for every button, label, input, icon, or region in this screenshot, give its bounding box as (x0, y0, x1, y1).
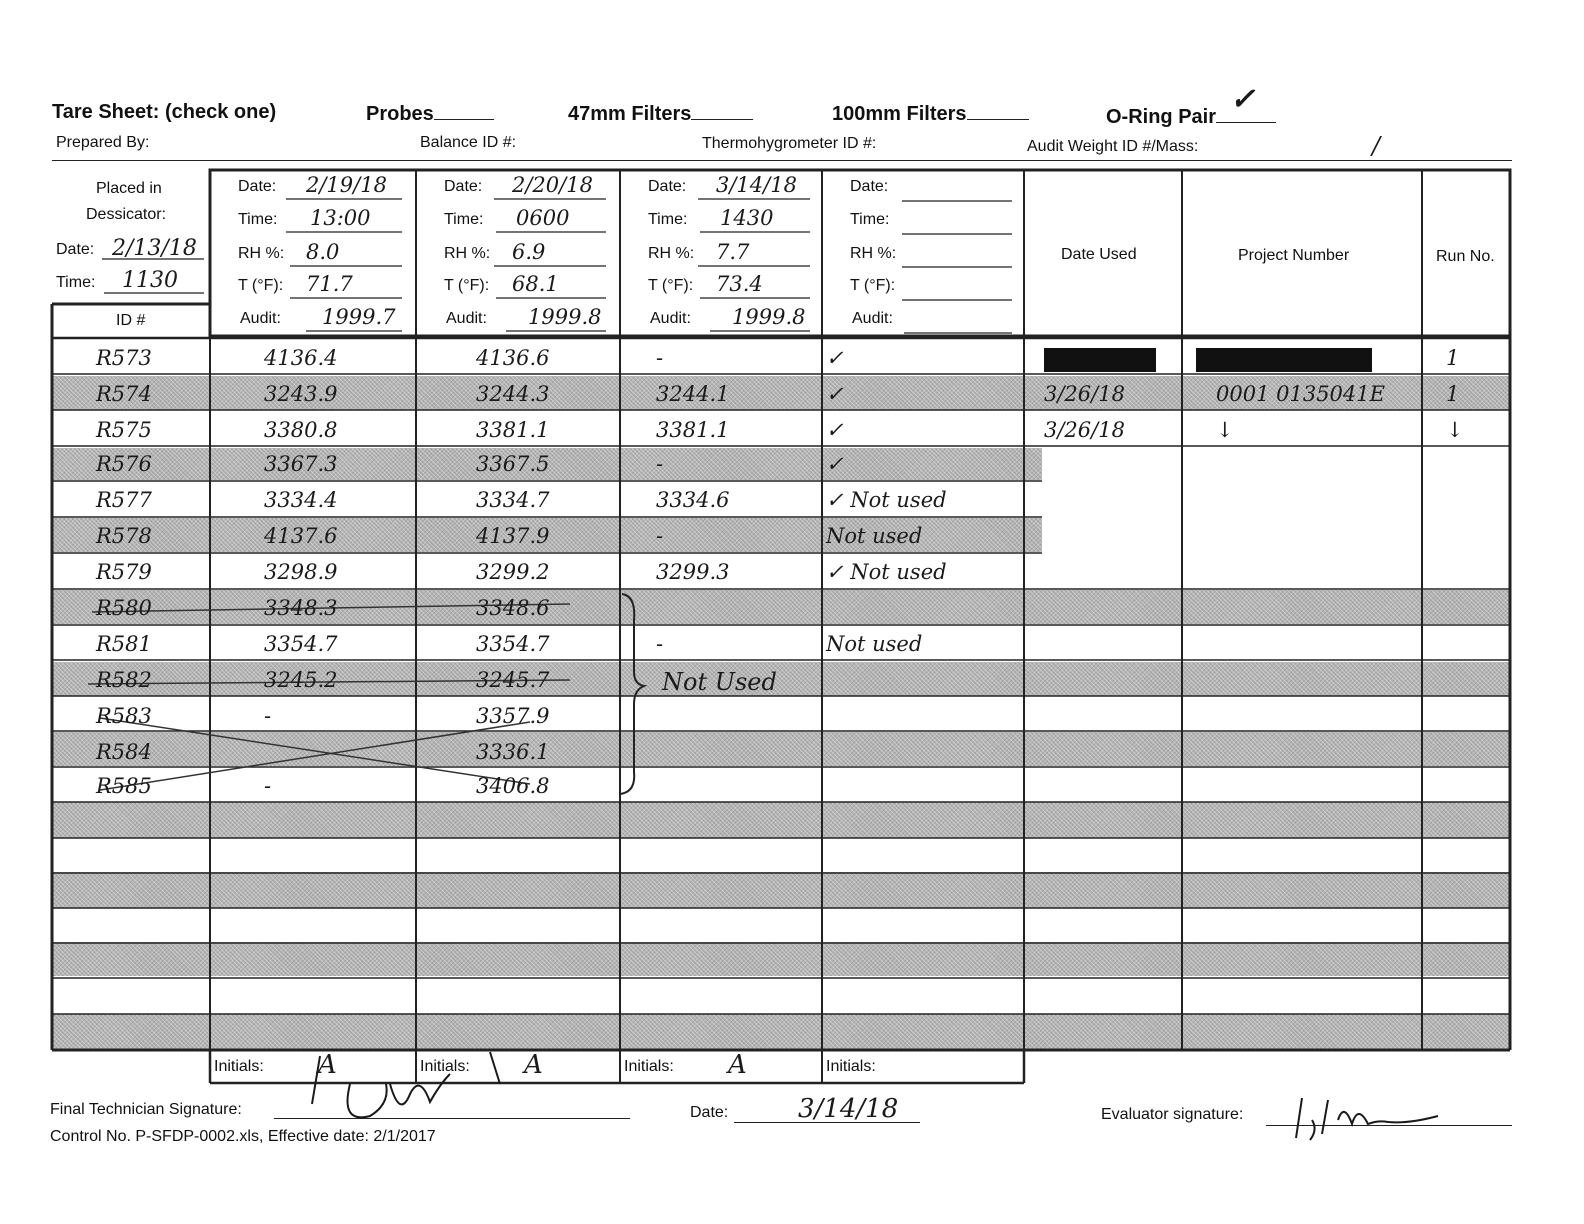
weighing-3-mass: 3299.3 (656, 560, 730, 584)
weighing-1-mass: - (264, 774, 272, 798)
row-id: R573 (96, 346, 152, 370)
weighing-1-temp-value: 71.7 (306, 272, 353, 296)
weighing-2-initials-value: A (524, 1050, 543, 1080)
row-id: R575 (96, 418, 152, 442)
weighing-1-temp-label: T (°F): (238, 277, 284, 294)
weighing-4-initials-label: Initials: (826, 1058, 876, 1075)
placed-in-label: Placed in (96, 180, 162, 197)
weighing-3-mass: Not Used (662, 668, 777, 696)
desiccator-time-value: 1130 (122, 268, 178, 293)
weighing-4-mass: ✓ Not used (826, 560, 947, 584)
weighing-4-mass: Not used (826, 632, 923, 656)
run-no-header: Run No. (1436, 248, 1495, 265)
weighing-3-audit-label: Audit: (650, 310, 691, 327)
weighing-4-temp-label: T (°F): (850, 277, 896, 294)
date-used-header: Date Used (1061, 246, 1137, 263)
row-id: R582 (96, 668, 152, 692)
weighing-4-mass: Not used (826, 524, 923, 548)
audit-weight-value: / (1372, 132, 1381, 160)
weighing-1-mass: 4136.4 (264, 346, 338, 370)
row-id: R577 (96, 488, 152, 512)
weighing-2-time-value: 0600 (516, 206, 570, 230)
row-id: R583 (96, 704, 152, 728)
weighing-2-mass: 4136.6 (476, 346, 550, 370)
weighing-4-mass: ✓ (826, 382, 844, 406)
project-number-header: Project Number (1238, 247, 1350, 264)
weighing-3-rh-label: RH %: (648, 245, 695, 262)
weighing-3-date-value: 3/14/18 (716, 173, 797, 197)
run-number: 1 (1446, 346, 1460, 370)
weighing-3-time-label: Time: (648, 211, 688, 228)
weighing-3-initials-value: A (728, 1050, 747, 1080)
desiccator-date-value: 2/13/18 (112, 236, 197, 261)
weighing-2-mass: 3406.8 (476, 774, 550, 798)
weighing-1-mass: 3354.7 (264, 632, 338, 656)
weighing-3-audit-value: 1999.8 (732, 305, 806, 329)
evaluator-signature-label: Evaluator signature: (1101, 1106, 1244, 1123)
weighing-2-mass: 3336.1 (476, 740, 550, 764)
desiccator-date-label: Date: (56, 241, 95, 258)
weighing-3-mass: - (656, 346, 664, 370)
weighing-2-mass: 3348.6 (476, 596, 550, 620)
weighing-3-initials-label: Initials: (624, 1058, 674, 1075)
row-id: R584 (96, 740, 152, 764)
weighing-4-mass: ✓ Not used (826, 488, 947, 512)
weighing-1-mass: 3334.4 (264, 488, 338, 512)
weighing-2-rh-value: 6.9 (512, 240, 546, 264)
weighing-1-mass: 3380.8 (264, 418, 338, 442)
date-used: 3/26/18 (1044, 418, 1125, 442)
prepared-by-label: Prepared By: (56, 134, 150, 151)
weighing-3-temp-value: 73.4 (716, 272, 763, 296)
balance-id-label: Balance ID #: (420, 134, 517, 151)
weighing-2-date-label: Date: (444, 178, 483, 195)
weighing-1-date-value: 2/19/18 (306, 173, 387, 197)
oring-checkmark: ✓ (1230, 82, 1256, 117)
row-id: R581 (96, 632, 152, 656)
run-number: ↓ (1446, 418, 1464, 442)
audit-weight-label: Audit Weight ID #/Mass: (1027, 138, 1199, 155)
weighing-2-temp-value: 68.1 (512, 272, 559, 296)
desiccator-label: Dessicator: (86, 206, 167, 223)
weighing-1-time-value: 13:00 (310, 206, 371, 230)
weighing-2-mass: 4137.9 (476, 524, 550, 548)
weighing-3-mass: 3244.1 (656, 382, 730, 406)
weighing-2-audit-label: Audit: (446, 310, 487, 327)
oring-label: O-Ring Pair (1106, 106, 1217, 128)
weighing-1-initials-value: A (318, 1050, 337, 1080)
weighing-2-mass: 3244.3 (476, 382, 550, 406)
weighing-4-mass: ✓ (826, 418, 844, 442)
weighing-4-mass: ✓ (826, 346, 844, 370)
weighing-1-audit-label: Audit: (240, 310, 281, 327)
weighing-1-mass: 4137.6 (264, 524, 338, 548)
row-id: R576 (96, 452, 152, 476)
weighing-1-time-label: Time: (238, 211, 278, 228)
weighing-4-date-label: Date: (850, 178, 889, 195)
probes-label: Probes (366, 103, 434, 125)
filters47-label: 47mm Filters (568, 103, 692, 125)
evaluator-signature (1288, 1090, 1458, 1150)
weighing-1-mass: 3348.3 (264, 596, 338, 620)
weighing-2-mass: 3367.5 (476, 452, 550, 476)
weighing-2-mass: 3354.7 (476, 632, 550, 656)
weighing-2-mass: 3334.7 (476, 488, 550, 512)
weighing-1-mass: 3298.9 (264, 560, 338, 584)
technician-signature (290, 1044, 530, 1134)
weighing-1-date-label: Date: (238, 178, 277, 195)
weighing-3-date-label: Date: (648, 178, 687, 195)
weighing-3-mass: - (656, 632, 664, 656)
weighing-4-mass: ✓ (826, 452, 844, 476)
weighing-3-mass: - (656, 452, 664, 476)
project-number: 0001 0135041E (1216, 382, 1385, 406)
weighing-4-rh-label: RH %: (850, 245, 897, 262)
weighing-2-temp-label: T (°F): (444, 277, 490, 294)
footer-date-label: Date: (690, 1104, 729, 1121)
weighing-1-rh-label: RH %: (238, 245, 285, 262)
weighing-4-audit-label: Audit: (852, 310, 893, 327)
filters100-label: 100mm Filters (832, 103, 967, 125)
weighing-1-mass: - (264, 704, 272, 728)
sheet-title: Tare Sheet: (check one) (52, 101, 277, 123)
weighing-2-initials-label: Initials: (420, 1058, 470, 1075)
row-id: R580 (96, 596, 152, 620)
weighing-2-audit-value: 1999.8 (528, 305, 602, 329)
id-column-header: ID # (116, 312, 146, 329)
weighing-3-time-value: 1430 (720, 206, 774, 230)
row-id: R585 (96, 774, 152, 798)
final-signature-label: Final Technician Signature: (50, 1101, 242, 1118)
weighing-4-time-label: Time: (850, 211, 890, 228)
weighing-1-mass: 3243.9 (264, 382, 338, 406)
project-number: ↓ (1216, 418, 1234, 442)
weighing-2-date-value: 2/20/18 (512, 173, 593, 197)
weighing-2-time-label: Time: (444, 211, 484, 228)
row-id: R574 (96, 382, 152, 406)
weighing-3-rh-value: 7.7 (716, 240, 750, 264)
thermo-id-label: Thermohygrometer ID #: (702, 135, 877, 152)
weighing-3-temp-label: T (°F): (648, 277, 694, 294)
weighing-2-mass: 3357.9 (476, 704, 550, 728)
run-number: 1 (1446, 382, 1460, 406)
weighing-3-mass: 3334.6 (656, 488, 730, 512)
weighing-1-mass: 3245.2 (264, 668, 338, 692)
weighing-1-mass: 3367.3 (264, 452, 338, 476)
weighing-2-mass: 3245.7 (476, 668, 550, 692)
weighing-2-mass: 3299.2 (476, 560, 550, 584)
weighing-3-mass: 3381.1 (656, 418, 730, 442)
weighing-3-mass: - (656, 524, 664, 548)
footer-date-value: 3/14/18 (798, 1094, 899, 1124)
row-id: R579 (96, 560, 152, 584)
weighing-1-initials-label: Initials: (214, 1058, 264, 1075)
weighing-1-rh-value: 8.0 (306, 240, 340, 264)
desiccator-time-label: Time: (56, 274, 96, 291)
weighing-2-mass: 3381.1 (476, 418, 550, 442)
weighing-1-audit-value: 1999.7 (322, 305, 396, 329)
row-id: R578 (96, 524, 152, 548)
date-used: 3/26/18 (1044, 382, 1125, 406)
weighing-2-rh-label: RH %: (444, 245, 491, 262)
control-number: Control No. P-SFDP-0002.xls, Effective date: 2/1/2017 (50, 1128, 436, 1145)
